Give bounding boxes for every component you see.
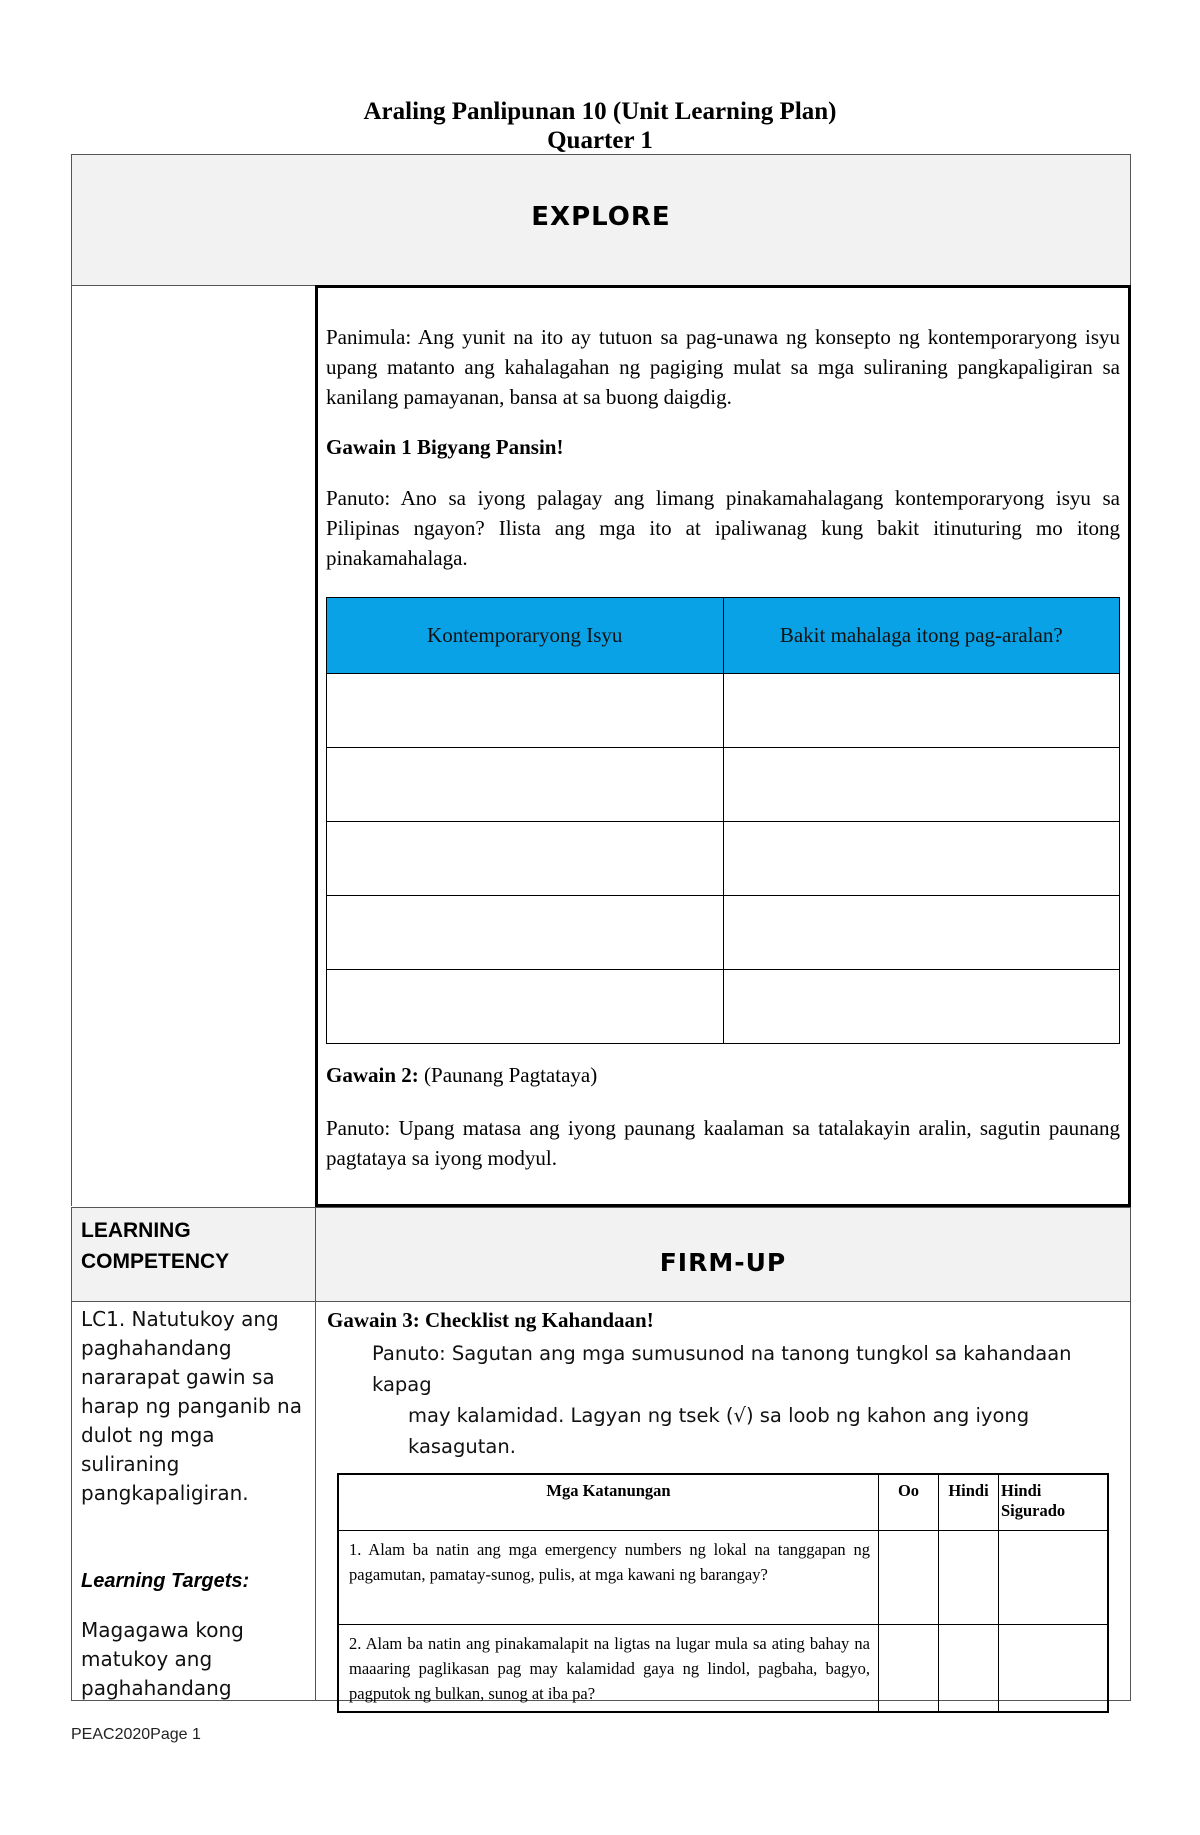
table-row [327, 822, 1120, 896]
checklist-header-question: Mga Katanungan [338, 1474, 879, 1531]
checklist-header-unsure: Hindi Sigurado [999, 1474, 1109, 1531]
document-subtitle: Quarter 1 [547, 127, 653, 154]
learning-targets-label: Learning Targets: [81, 1570, 250, 1592]
table-row [327, 674, 1120, 748]
issues-table [326, 597, 1120, 1044]
gawain2-instructions: Panuto: Upang matasa ang iyong paunang kaalaman sa tatalakayin aralin, sagutin paunang pagtataya sa iyong modyul. [326, 1116, 1120, 1170]
issue-cell[interactable] [327, 970, 724, 1044]
document-title: Araling Panlipunan 10 (Unit Learning Plan) [363, 98, 837, 125]
explore-heading: EXPLORE [531, 202, 671, 232]
issue-cell[interactable] [327, 674, 724, 748]
reason-cell[interactable] [723, 748, 1120, 822]
table-row [327, 748, 1120, 822]
gawain3-line3: kasagutan. [408, 1435, 516, 1458]
table-row [338, 1625, 1108, 1713]
gawain3-title: Gawain 3: Checklist ng Kahandaan! [327, 1308, 654, 1332]
checklist-table [337, 1473, 1109, 1713]
firmup-heading: FIRM-UP [659, 1248, 787, 1277]
reason-cell[interactable] [723, 896, 1120, 970]
checklist-header-no: Hindi [939, 1474, 999, 1531]
gawain2-label: Gawain 2: [326, 1063, 419, 1087]
issues-header-issue: Kontemporaryong Isyu [327, 598, 724, 674]
table-row [327, 970, 1120, 1044]
table-row [327, 896, 1120, 970]
reason-cell[interactable] [723, 970, 1120, 1044]
reason-cell[interactable] [723, 674, 1120, 748]
checkbox-yes[interactable] [879, 1531, 939, 1625]
checkbox-unsure[interactable] [999, 1625, 1109, 1713]
explore-banner [71, 154, 1131, 286]
lc1-text: LC1. Natutukoy ang paghahandang nararapat gawin sa harap ng panganib na dulot ng mga suliraning pangkapaligiran. [81, 1307, 302, 1505]
gawain2-line [326, 1060, 1120, 1090]
checklist-header-yes: Oo [879, 1474, 939, 1531]
issue-cell[interactable] [327, 748, 724, 822]
checkbox-no[interactable] [939, 1531, 999, 1625]
checkbox-unsure[interactable] [999, 1531, 1109, 1625]
issue-cell[interactable] [327, 822, 724, 896]
learning-target-text: Magagawa kong matukoy ang paghahandang [81, 1618, 244, 1700]
gawain3-instructions [372, 1338, 1097, 1462]
gawain1-instructions: Panuto: Ano sa iyong palagay ang limang pinakamahalagang kontemporaryong isyu sa Pilipinas ngayon? Ilista ang mga ito at ipaliwanag kung bakit itinuturing mo itong pinakamahalaga. [326, 486, 1120, 570]
issues-header-reason: Bakit mahalaga itong pag-aralan? [723, 598, 1120, 674]
checkbox-yes[interactable] [879, 1625, 939, 1713]
explore-intro: Panimula: Ang yunit na ito ay tutuon sa pag-unawa ng konsepto ng kontemporaryong isyu upang matanto ang kahalagahan ng pagiging mulat sa mga suliraning pangkapaligiran sa kanilang pamayanan, bansa at sa buong daigdig. [326, 325, 1120, 409]
page-footer: PEAC2020Page 1 [71, 1726, 201, 1743]
firmup-banner [315, 1207, 1131, 1302]
learning-competency-header [71, 1207, 316, 1302]
reason-cell[interactable] [723, 822, 1120, 896]
explore-left-column [71, 286, 316, 1206]
gawain2-sub: (Paunang Pagtataya) [424, 1063, 598, 1087]
gawain3-line2: may kalamidad. Lagyan ng tsek (√) sa loob ng kahon ang iyong [408, 1404, 1030, 1427]
checklist-question: 1. Alam ba natin ang mga emergency numbers ng lokal na tanggapan ng pagamutan, pamatay-sunog, pulis, at mga kawani ng barangay? [338, 1531, 879, 1625]
gawain1-title: Gawain 1 Bigyang Pansin! [326, 435, 564, 459]
gawain3-line1: Panuto: Sagutan ang mga sumusunod na tanong tungkol sa kahandaan kapag [372, 1342, 1072, 1396]
issue-cell[interactable] [327, 896, 724, 970]
lc-heading-line1: LEARNING [81, 1219, 191, 1242]
checklist-question: 2. Alam ba natin ang pinakamalapit na ligtas na lugar mula sa ating bahay na maaaring paglikasan pag may kalamidad gaya ng lindol, pagbaha, bagyo, pagputok ng bulkan, sunog at iba pa? [338, 1625, 879, 1713]
checkbox-no[interactable] [939, 1625, 999, 1713]
lc-heading-line2: COMPETENCY [81, 1250, 230, 1273]
table-row [338, 1531, 1108, 1625]
